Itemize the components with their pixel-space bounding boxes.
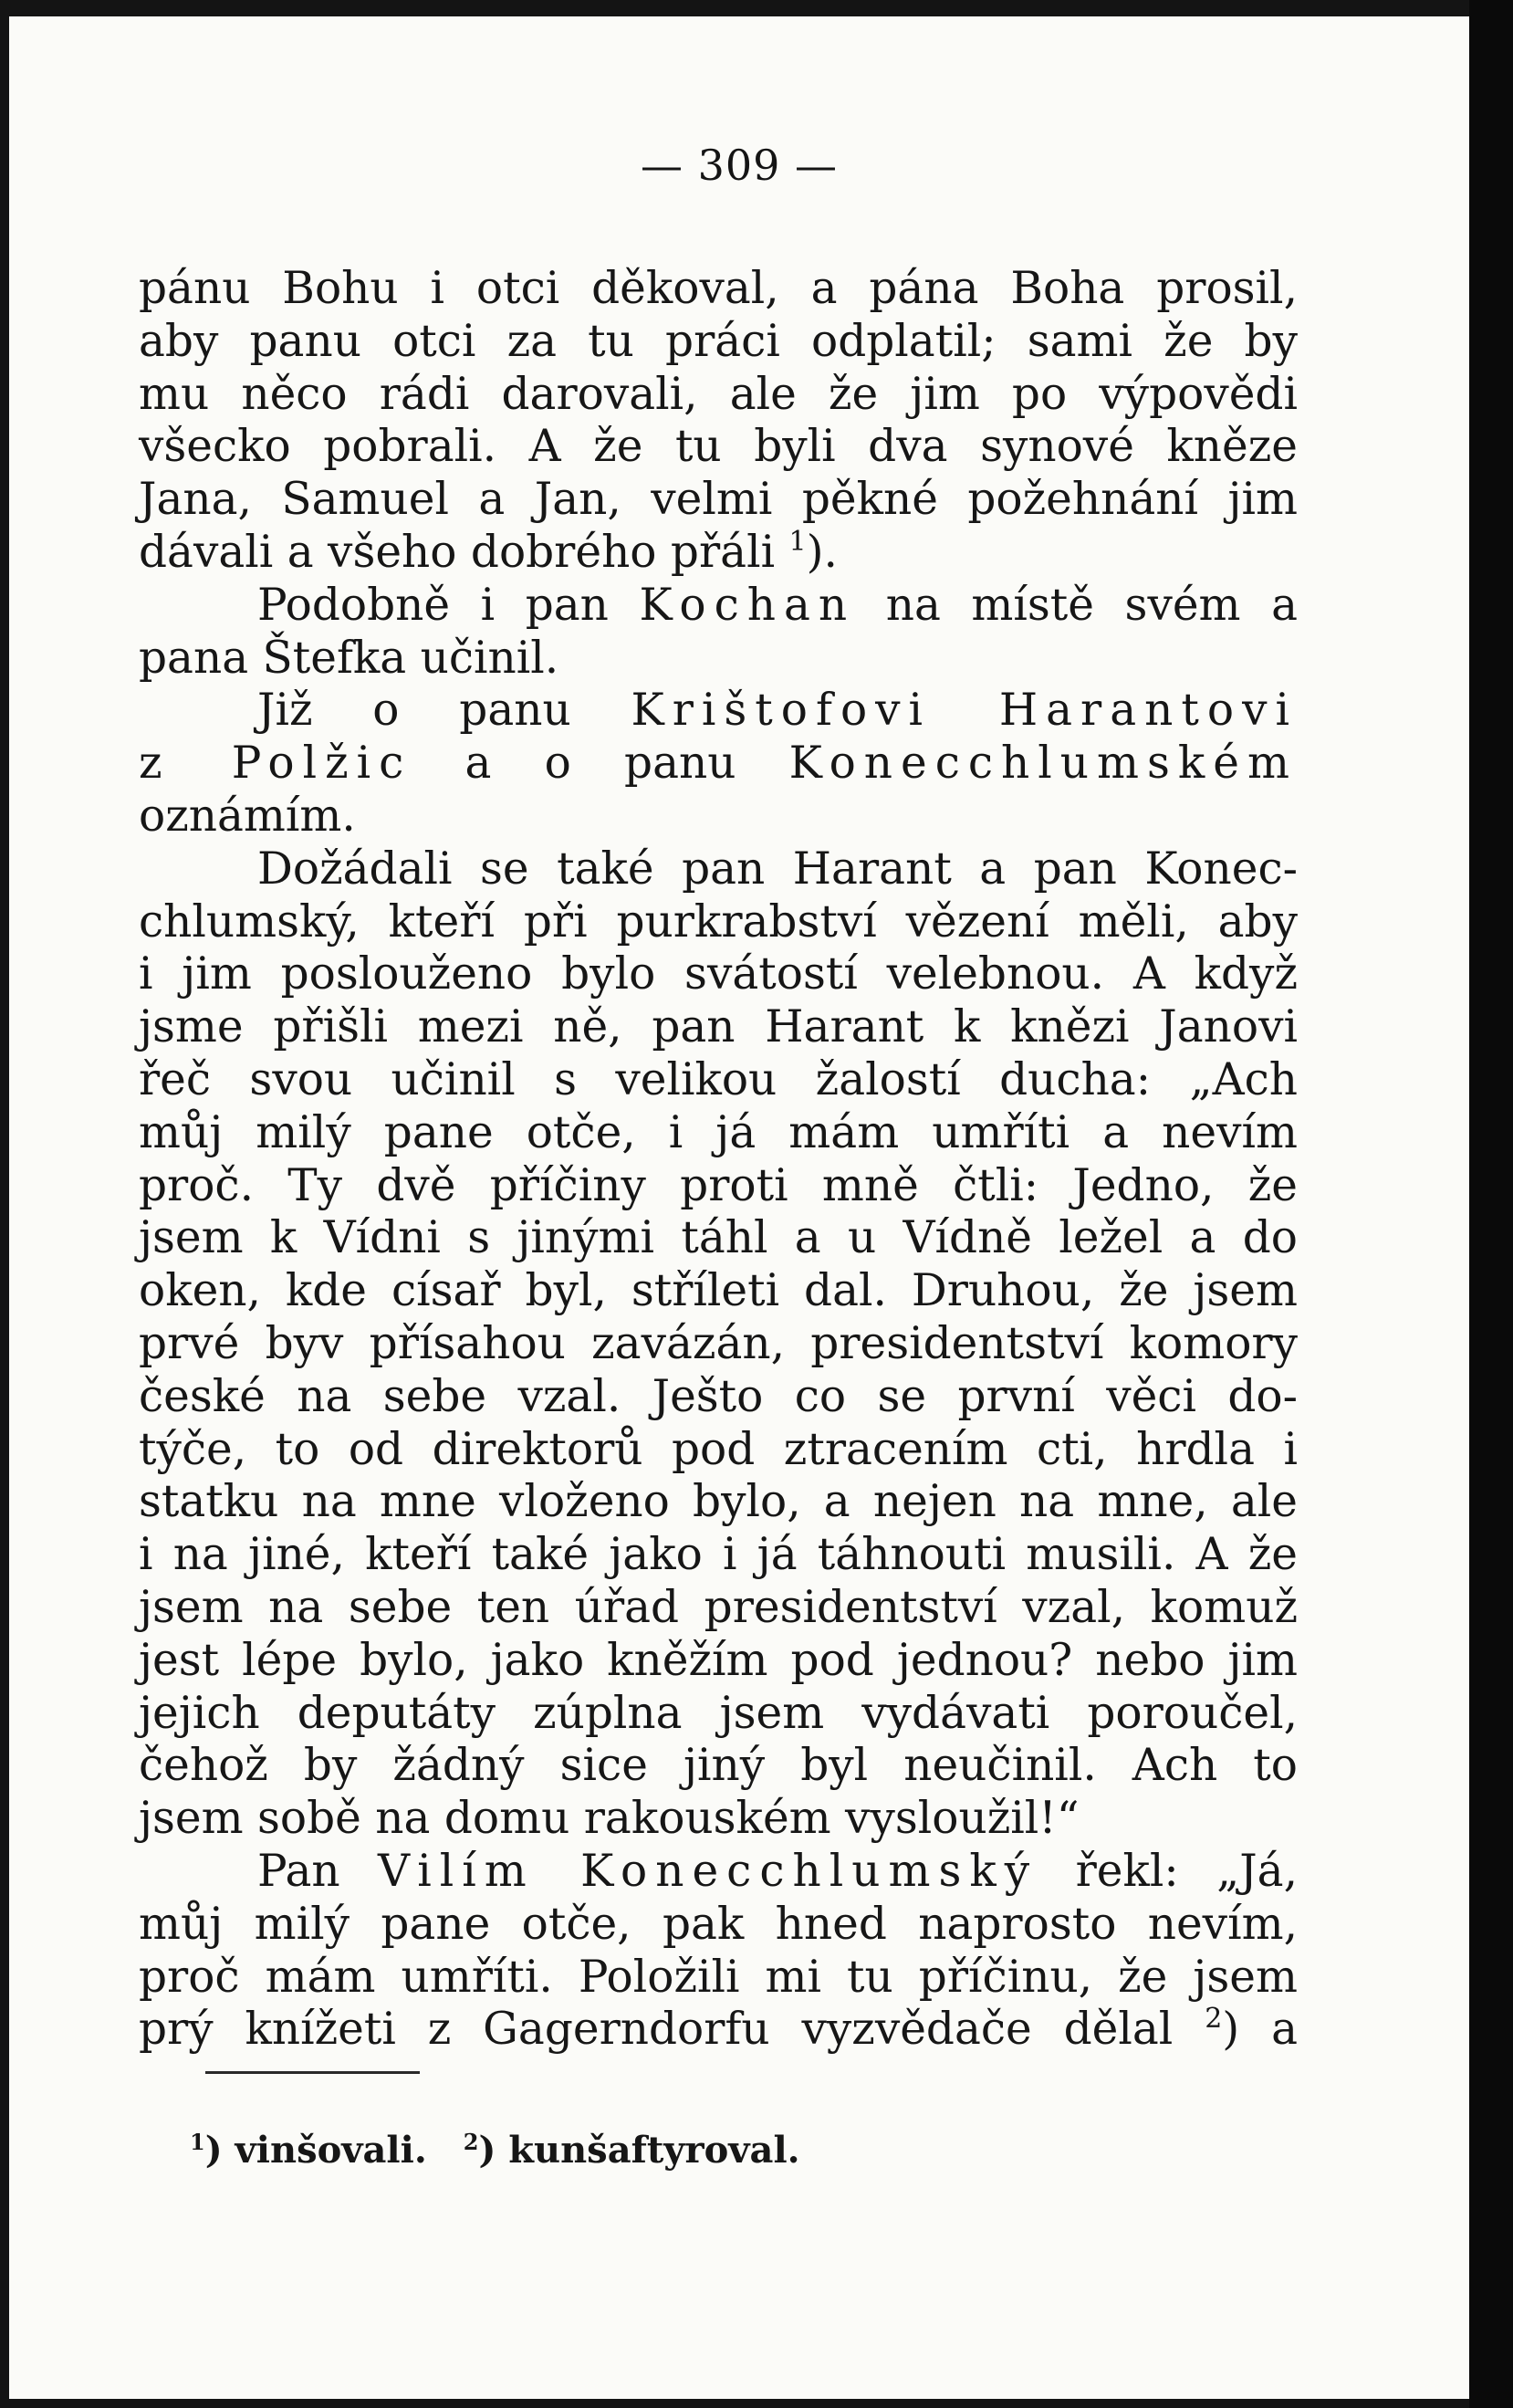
page-number: — 309 —: [640, 141, 839, 190]
text-line: týče, to od direktorů pod ztracením cti, hrdla i: [139, 1423, 1298, 1475]
book-page: [9, 16, 1469, 2399]
text-line: jsem sobě na domu rakouském vysloužil!“: [139, 1793, 1080, 1845]
text-line: Podobně i pan Kochan na místě svém a: [257, 579, 1298, 631]
text-line: jejich deputáty zúplna jsem vydávati poroučel,: [139, 1687, 1298, 1739]
text-line: proč mám umříti. Položili mi tu příčinu, že jsem: [139, 1951, 1298, 2003]
footnote-ref: 1: [788, 525, 807, 558]
footnote-ref: 2: [1205, 2003, 1223, 2036]
text-line: pana Štefka učinil.: [139, 632, 559, 684]
footnote-divider: [205, 2071, 420, 2074]
text-line: mu něco rádi darovali, ale že jim po výpovědi: [139, 368, 1298, 420]
footnote-2: $^2$) kunšaftyroval.: [463, 2129, 800, 2172]
text-line: statku na mne vloženo bylo, a nejen na mne, ale: [139, 1476, 1298, 1528]
text-line: jsme přišli mezi ně, pan Harant k knězi Janovi: [139, 1001, 1298, 1053]
text-line: oken, kde císař byl, stříleti dal. Druhou, že jsem: [139, 1265, 1298, 1317]
footnotes: [190, 2129, 800, 2172]
text-line: Již o panu Krištofovi Harantovi: [257, 685, 1298, 737]
text-line: řeč svou učinil s velikou žalostí ducha: „Ach: [139, 1053, 1298, 1105]
text-line: můj milý pane otče, pak hned naprosto nevím,: [139, 1898, 1298, 1950]
text-line: čehož by žádný sice jiný byl neučinil. Ach to: [139, 1740, 1298, 1792]
text-line: aby panu otci za tu práci odplatil; sami že by: [139, 315, 1298, 367]
text-line: oznámím.: [139, 790, 356, 842]
text-line: prvé byv přísahou zavázán, presidentství komory: [139, 1317, 1298, 1369]
text-line: české na sebe vzal. Ješto co se první věci do-: [139, 1370, 1298, 1422]
text-line: Dožádali se také pan Harant a pan Konec-: [257, 843, 1298, 895]
text-line: dávali a všeho dobrého přáli $^1$).: [139, 525, 838, 578]
spaced-name: Konecchlumském: [788, 738, 1298, 790]
text-line: jest lépe bylo, jako kněžím pod jednou? nebo jim: [139, 1634, 1298, 1686]
footnote-1: $^1$) vinšovali.: [190, 2129, 427, 2172]
text-line: i na jiné, kteří také jako i já táhnouti musili. A že: [139, 1529, 1298, 1581]
text-line: chlumský, kteří při purkrabství vězení měli, aby: [139, 895, 1298, 947]
spaced-name: Krištofovi Harantovi: [631, 685, 1298, 737]
page-edge-shadow: [1469, 0, 1513, 2408]
text-line: proč. Ty dvě příčiny proti mně čtli: Jedno, že: [139, 1159, 1298, 1211]
text-line: Jana, Samuel a Jan, velmi pěkné požehnání jim: [139, 474, 1298, 526]
text-line: i jim poslouženo bylo svátostí velebnou. A když: [139, 948, 1298, 1000]
spaced-name: Kochan: [639, 579, 856, 631]
body-text: [139, 263, 1298, 2057]
text-line: z Polžic a o panu Konecchlumském: [139, 738, 1298, 790]
spaced-name: Vilím Konecchlumský: [378, 1845, 1038, 1897]
spaced-name: z Polžic: [139, 738, 412, 790]
text-line: všecko pobrali. A že tu byli dva synové kněze: [139, 421, 1298, 473]
text-line: Pan Vilím Konecchlumský řekl: „Já,: [257, 1845, 1298, 1897]
text-line: jsem k Vídni s jinými táhl a u Vídně ležel a do: [139, 1212, 1298, 1264]
text-line: prý knížeti z Gagerndorfu vyzvědače dělal $^2$) a: [139, 2003, 1298, 2056]
text-line: pánu Bohu i otci děkoval, a pána Boha prosil,: [139, 263, 1298, 314]
text-line: jsem na sebe ten úřad presidentství vzal, komuž: [139, 1581, 1298, 1633]
text-line: můj milý pane otče, i já mám umříti a nevím: [139, 1106, 1298, 1158]
